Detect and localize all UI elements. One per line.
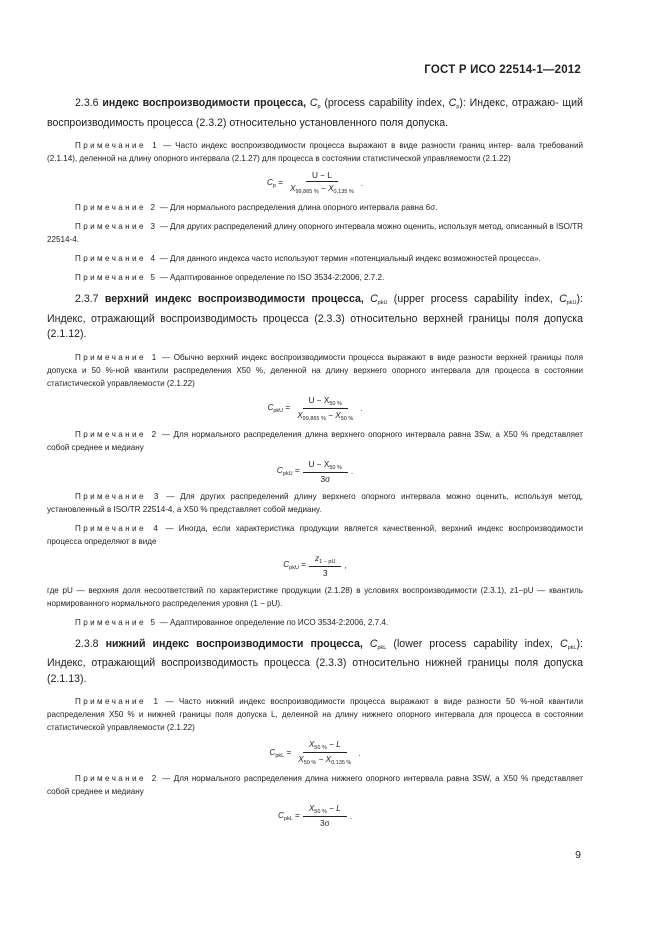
note-text-cont: вала требований (2.1.14), деленной на длину опорного интервала (2.1.27) для процесса в состоянии статистической управляемости (2.1.22) (47, 141, 584, 163)
note-label: Примечание 3 (75, 491, 161, 501)
section-2-3-7: 2.3.7 верхний индекс воспроизводимости процесса, $C_{pkU}$ (upper process capability index, $C_{pkU}$): Индекс, отражающий воспроизводимость процесса (2.3.3) относительно верхней границы поля допуска (2.1.12). (47, 293, 583, 340)
formula-numerator: U − X (308, 459, 330, 469)
note-text: — Иногда, если характеристика продукции является качественной, верхний индекс воспроизводимости процесса определяют в виде (47, 523, 583, 546)
formula-numerator: U − X (308, 395, 330, 405)
formula-denominator: 3σ (319, 819, 330, 828)
note-label: Примечание 4 (75, 254, 158, 263)
formula-numerator: z (315, 553, 320, 563)
definition-text: щий воспроизводимость процесса (2.3.2) относительно установленного поля допуска. (47, 97, 583, 129)
note-label: Примечание 3 (75, 222, 158, 231)
formula-cpku-quantile: $C_{pkU}$ = $\frac{z_{1 - pU}}{3}$ , (283, 553, 347, 578)
note-label: Примечание 5 (75, 273, 158, 282)
note-236-4 (47, 252, 583, 265)
section-number: 2.3.7 (75, 293, 99, 305)
note-238-1 (47, 695, 583, 734)
term: нижний индекс воспроизводимости процесса, (105, 637, 363, 650)
formula-cpkl: $C_{pkL}$ = $\frac{X_{50 \%} - L}{X_{50 \%} - X_{0,135 \%}}$ . (269, 740, 361, 766)
section-2-3-8: 2.3.8 нижний индекс воспроизводимости процесса, $C_{pkL}$ (lower process capability index, $C_{pkL}$): Индекс, отражающий воспроизводимость процесса (2.3.3) относительно нижней границы поля допуска (2.1.13). (47, 637, 583, 685)
document-body (47, 96, 583, 828)
note-label: Примечание 1 (75, 352, 159, 362)
note-text: — Адаптированное определение по ИСО 3534-2:2006, 2.7.4. (159, 617, 389, 627)
formula-denominator: 3σ (320, 474, 331, 484)
formula-numerator: U − L (306, 171, 338, 182)
note-text: — Для нормального распределения длина верхнего опорного интервала равна 3Sw, а X50 % представляет собой среднее и медиану (47, 429, 583, 452)
where-clause: где pU — верхняя доля несоответствий по характеристике продукции (2.1.28) в условиях воспроизводимости (2.3.1), z1−pU — квантиль нормированного нормального распределения уровня (1 − pU). (47, 585, 583, 608)
section-number: 2.3.8 (75, 637, 99, 650)
note-237-3 (47, 490, 583, 516)
formula-cpkl-normal: $C_{pkL}$ = $\frac{X_{50 \%} - L}{3\sigma}$ . (277, 804, 353, 828)
note-text: — Часто индекс воспроизводимости процесса выражают в виде разности границ интер- (163, 141, 514, 150)
term: индекс воспроизводимости процесса, (102, 97, 307, 109)
note-text: — Адаптированное определение по ISO 3534-2:2006, 2.7.2. (159, 273, 385, 282)
note-text: — Для нормального распределения длина нижнего опорного интервала равна 3SW, а X50 % представляет собой среднее и медиану (47, 774, 584, 796)
formula-cp: $C_p$ = $\frac{U - L}{X_{99,865 \%} - X_{0,135 \%}}$ . (266, 171, 364, 195)
note-238-2 (47, 772, 583, 798)
definition-text: ): Индекс, отражающий воспроизводимость процесса (2.3.3) относительно верхней границы поля допуска (2.1.12). (47, 293, 583, 340)
note-text: — Для нормального распределения длина опорного интервала равна 6σ. (159, 203, 438, 212)
term-english: (upper process capability index, (393, 293, 553, 305)
note-237-1 (47, 351, 583, 390)
note-237-5 (47, 616, 583, 629)
note-label: Примечание 4 (75, 523, 161, 533)
section-number: 2.3.6 (75, 97, 99, 109)
note-label: Примечание 1 (75, 697, 161, 706)
note-label: Примечание 2 (75, 429, 159, 439)
note-236-1 (47, 139, 583, 165)
term-english: (lower process capability index, (393, 637, 553, 650)
note-label: Примечание 2 (75, 774, 159, 783)
formula-numerator: X (308, 740, 315, 749)
page-number: 9 (575, 849, 581, 861)
formula-cpku: $C_{pkU}$ = $\frac{U - X_{50 \%}}{X_{99,865 \%} - X_{50 \%}}$ . (267, 395, 363, 422)
formula-numerator: X (308, 804, 315, 813)
term: верхний индекс воспроизводимости процесса, (104, 293, 364, 305)
note-236-2 (47, 201, 583, 214)
note-237-2 (47, 428, 583, 454)
definition-text: ): Индекс, отражающий воспроизводимость процесса (2.3.3) относительно нижней границы поля допуска (2.1.13). (47, 637, 583, 685)
note-label: Примечание 2 (75, 203, 158, 212)
definition-start: ): Индекс, отражаю- (459, 97, 559, 109)
note-label: Примечание 1 (75, 141, 160, 150)
note-text: — Для других распределений длину опорного интервала можно оценить, используя метод, описанный в ISO/TR 22514-4. (47, 222, 584, 244)
section-2-3-6: 2.3.6 индекс воспроизводимости процесса, $C_p$ (process capability index, $C_p$): Индекс, отражаю- щий воспроизводимость процесса (2.3.2) относительно установленного поля допуска. (47, 97, 583, 129)
note-text: — Для других распределений длину верхнего опорного интервала можно оценить, используя метод, установленный в ISO/TR 22514-4, а X50 % представляет собой медиану. (47, 491, 584, 514)
note-236-3 (47, 220, 583, 246)
formula-cpku-normal: $C_{pkU}$ = $\frac{U - X_{50 \%}}{3\sigma}$ . (276, 459, 354, 484)
formula-denominator: 3 (322, 568, 328, 578)
note-text: — Для данного индекса часто используют термин «потенциальный индекс возможностей процесса». (159, 254, 541, 263)
note-237-4 (47, 522, 583, 548)
note-label: Примечание 5 (75, 617, 158, 627)
note-236-5 (47, 271, 583, 284)
note-text: — Обычно верхний индекс воспроизводимости процесса выражают в виде разности верхней границы поля допуска и 50 %-ной квантили распределения X50 %, деленной на длину верхнего опорного интервала для процесса в состоянии статистической управляемости (2.1.22) (47, 352, 583, 388)
term-english: (process capability index, (324, 97, 445, 109)
document-header: ГОСТ Р ИСО 22514-1—2012 (424, 64, 581, 76)
note-text: — Часто нижний индекс воспроизводимости процесса выражают в виде разности 50 %-ной квантили распределения X50 % и нижней границы поля допуска L, деленной на длину нижнего опорного интервала для процесса в состоянии статистической управляемости (2.1.22) (47, 697, 583, 732)
